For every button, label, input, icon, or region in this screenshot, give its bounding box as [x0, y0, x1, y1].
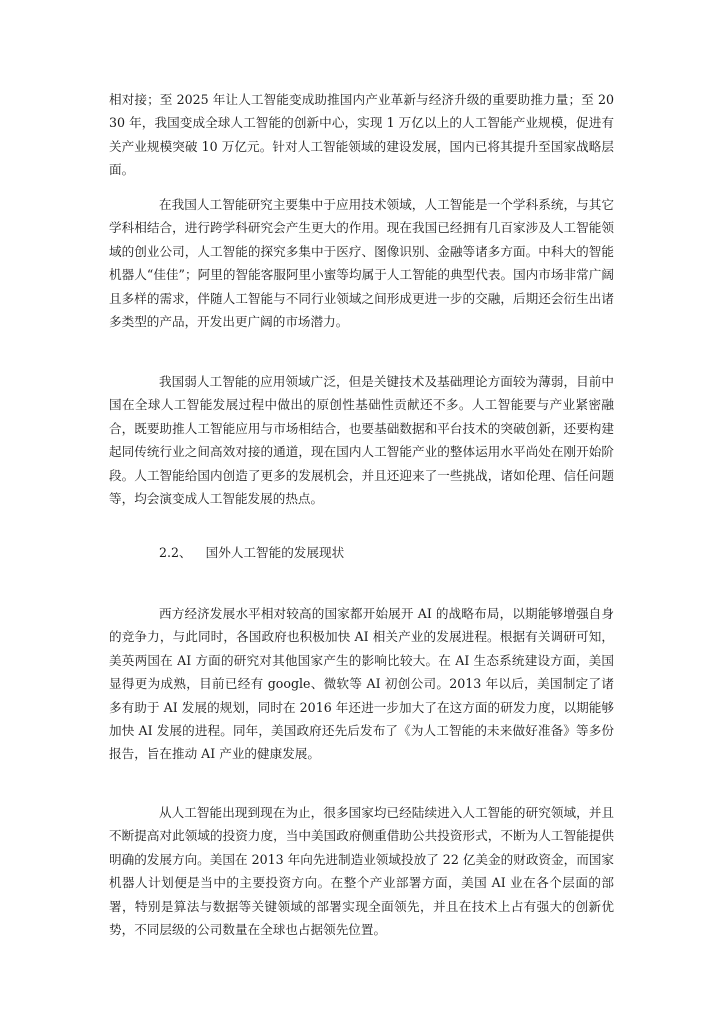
- section-number: 2.2、: [159, 545, 192, 560]
- paragraph-3: 我国弱人工智能的应用领域广泛，但是关键技术及基础理论方面较为薄弱，目前中国在全球人工智能发展过程中做出的原创性基础性贡献还不多。人工智能要与产业紧密融合，既要助推人工智能应用与市场相结合，也要基础数据和平台技术的突破创新，还要构建起同传统行业之间高效对接的通道，现在国内人工智能产业的整体运用水平尚处在刚开始阶段。人工智能给国内创造了更多的发展机会，并且还迎来了一些挑战，诸如伦理、信任问题等，均会演变成人工智能发展的热点。: [109, 374, 614, 507]
- paragraph-2: 在我国人工智能研究主要集中于应用技术领域，人工智能是一个学科系统，与其它学科相结合，进行跨学科研究会产生更大的作用。现在我国已经拥有几百家涉及人工智能领域的创业公司，人工智能的探究多集中于医疗、图像识别、金融等诸多方面。中科大的智能机器人“佳佳”；阿里的智能客服阿里小蜜等均属于人工智能的典型代表。国内市场非常广阔且多样的需求，伴随人工智能与不同行业领域之间形成更进一步的交融，后期还会衍生出诸多类型的产品，开发出更广阔的市场潜力。: [109, 197, 614, 330]
- paragraph-4: 西方经济发展水平相对较高的国家都开始展开 AI 的战略布局，以期能够增强自身的竞争力，与此同时，各国政府也积极加快 AI 相关产业的发展进程。根据有关调研可知，美英两国在 AI 方面的研究对其他国家产生的影响比较大。在 AI 生态系统建设方面，美国显得更为成熟，目前已经有 google、微软等 AI 初创公司。2013 年以后，美国制定了诸多有助于 AI 发展的规划，同时在 2016 年还进一步加大了在这方面的研发力度，以期能够加快 AI 发展的进程。同年，美国政府还先后发布了《为人工智能的未来做好准备》等多份报告，旨在推动 AI 产业的健康发展。: [109, 606, 614, 762]
- paragraph-5: 从人工智能出现到现在为止，很多国家均已经陆续进入人工智能的研究领域，并且不断提高对此领域的投资力度，当中美国政府侧重借助公共投资形式，不断为人工智能提供明确的发展方向。美国在 2013 年向先进制造业领域投放了 22 亿美金的财政资金，而国家机器人计划便是当中的主要投资方向。在整个产业部署方面，美国 AI 业在各个层面的部署，特别是算法与数据等关键领域的部署实现全面领先，并且在技术上占有强大的创新优势，不同层级的公司数量在全球也占据领先位置。: [109, 805, 614, 938]
- section-heading: [159, 541, 344, 564]
- section-title: 国外人工智能的发展现状: [205, 545, 345, 560]
- paragraph-1: 相对接；至 2025 年让人工智能变成助推国内产业革新与经济升级的重要助推力量；至 2030 年，我国变成全球人工智能的创新中心，实现 1 万亿以上的人工智能产业规模，促进有关产业规模突破 10 万亿元。针对人工智能领域的建设发展，国内已将其提升至国家战略层面。: [109, 92, 614, 178]
